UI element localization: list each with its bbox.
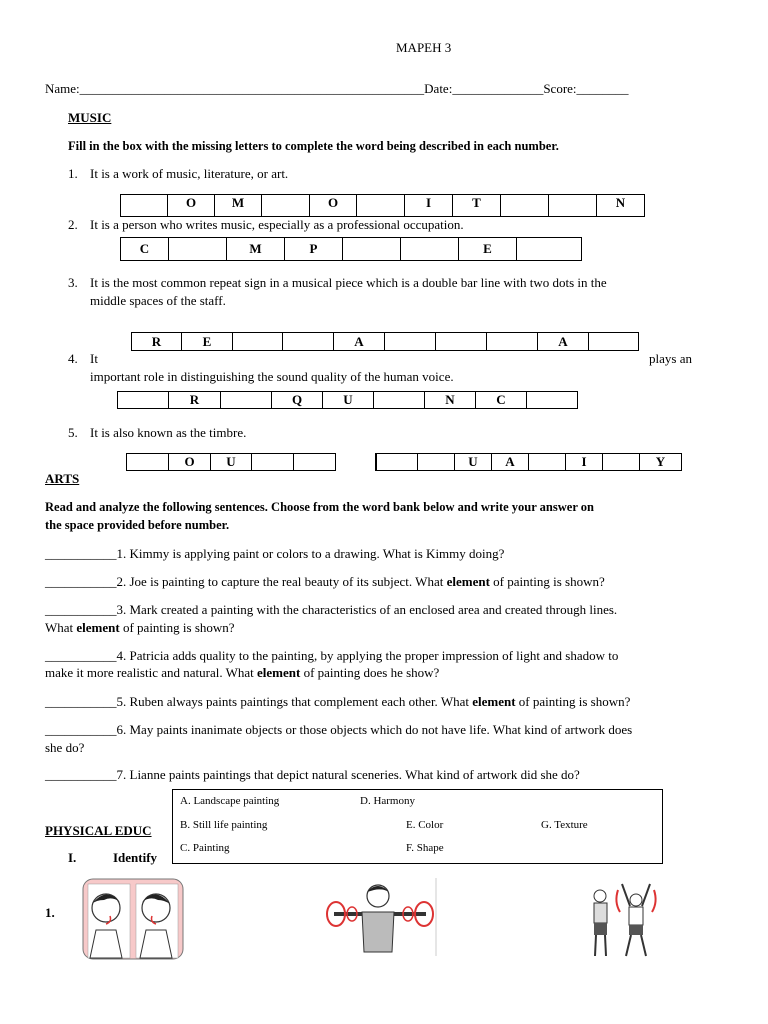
question-text: 4. Patricia adds quality to the painting, by applying the proper impression of light and shadow to (116, 648, 619, 663)
word-bank-option-c: C. Painting (180, 842, 230, 854)
question-keyword: element (76, 620, 120, 635)
question-text: 2. Joe is painting to capture the real beauty of its subject. What (116, 574, 447, 589)
letter-box[interactable]: I (566, 453, 603, 471)
arts-question-6 (45, 722, 632, 738)
letter-boxes-5a (126, 453, 336, 471)
letter-box[interactable]: M (215, 194, 262, 217)
pe-item-1-number: 1. (45, 905, 55, 920)
music-item-5-text: It is also known as the timbre. (90, 425, 247, 440)
letter-box[interactable]: A (492, 453, 529, 471)
music-item-1-number: 1. (68, 166, 78, 181)
question-text: of painting is shown? (119, 620, 235, 635)
music-item-1-text: It is a work of music, literature, or art. (90, 166, 289, 181)
word-bank-option-b: B. Still life painting (180, 819, 268, 831)
letter-box[interactable] (603, 453, 640, 471)
letter-box[interactable]: N (425, 391, 476, 409)
question-text: 1. Kimmy is applying paint or colors to a drawing. What is Kimmy doing? (116, 546, 505, 561)
answer-blank[interactable]: ___________ (45, 767, 117, 782)
music-heading: MUSIC (68, 110, 112, 125)
arts-question-7 (45, 767, 580, 783)
question-text: 6. May paints inanimate objects or those objects which do not have life. What kind of artwork does (116, 722, 633, 737)
question-keyword: element (472, 694, 516, 709)
question-text: make it more realistic and natural. What (45, 665, 258, 680)
answer-blank[interactable]: ___________ (45, 602, 117, 617)
letter-box[interactable] (501, 194, 549, 217)
letter-box[interactable] (527, 391, 578, 409)
word-bank-option-f: F. Shape (406, 842, 444, 854)
letter-box[interactable] (262, 194, 310, 217)
letter-box[interactable]: U (323, 391, 374, 409)
arts-question-4-cont (45, 665, 439, 681)
music-item-3-text-cont: middle spaces of the staff. (90, 293, 226, 308)
letter-boxes-3 (131, 332, 639, 351)
letter-box[interactable]: C (120, 237, 169, 261)
letter-box[interactable]: C (476, 391, 527, 409)
music-item-2-text: It is a person who writes music, especially as a professional occupation. (90, 217, 464, 232)
letter-box[interactable]: Q (272, 391, 323, 409)
pe-instruction: Identify (113, 850, 158, 865)
word-bank (172, 789, 663, 864)
letter-box[interactable]: U (211, 453, 252, 471)
letter-box[interactable]: N (597, 194, 645, 217)
letter-box[interactable] (385, 332, 436, 351)
music-item-4-text-end: plays an (649, 351, 692, 366)
word-bank-option-d: D. Harmony (360, 795, 415, 807)
music-item-3-text: It is the most common repeat sign in a musical piece which is a double bar line with two dots in the (90, 275, 607, 290)
music-item-5-number: 5. (68, 425, 78, 440)
music-item-3-number: 3. (68, 275, 78, 290)
header-fields (45, 81, 629, 97)
letter-boxes-4 (117, 391, 578, 409)
head-tilt-exercise-image (82, 878, 184, 960)
letter-box[interactable] (487, 332, 538, 351)
music-item-4-number: 4. (68, 351, 78, 366)
pe-heading: PHYSICAL EDUC (45, 823, 152, 838)
letter-boxes-5b (375, 453, 682, 471)
question-text: 5. Ruben always paints paintings that complement each other. What (116, 694, 473, 709)
date-label: Date: (424, 81, 453, 96)
letter-boxes-2 (120, 237, 582, 261)
answer-blank[interactable]: ___________ (45, 694, 117, 709)
letter-box[interactable] (374, 391, 425, 409)
question-keyword: element (257, 665, 301, 680)
letter-box[interactable] (169, 237, 227, 261)
letter-box[interactable] (517, 237, 582, 261)
arts-question-6-cont: she do? (45, 740, 85, 755)
date-line: ______________ (452, 81, 544, 96)
letter-box[interactable]: P (285, 237, 343, 261)
arts-heading: ARTS (45, 471, 80, 486)
letter-box[interactable]: M (227, 237, 285, 261)
word-bank-option-e: E. Color (406, 819, 444, 831)
question-text: of painting does he show? (300, 665, 440, 680)
letter-boxes-1 (120, 194, 645, 217)
letter-box[interactable] (529, 453, 566, 471)
letter-box[interactable]: A (538, 332, 589, 351)
letter-box[interactable] (418, 453, 455, 471)
name-label: Name: (45, 81, 80, 96)
letter-box[interactable]: T (453, 194, 501, 217)
letter-box[interactable]: O (169, 453, 211, 471)
letter-box[interactable] (126, 453, 169, 471)
question-text: 7. Lianne paints paintings that depict natural sceneries. What kind of artwork did she do? (116, 767, 580, 782)
question-text: of painting is shown? (515, 694, 631, 709)
name-line: _____________________________________________________ (79, 81, 425, 96)
letter-box[interactable]: A (334, 332, 385, 351)
page-title: MAPEH 3 (396, 40, 452, 55)
letter-box[interactable] (233, 332, 283, 351)
score-line: ________ (576, 81, 629, 96)
music-item-4-text-cont: important role in distinguishing the sound quality of the human voice. (90, 369, 454, 384)
question-text: of painting is shown? (489, 574, 605, 589)
letter-box[interactable]: R (131, 332, 182, 351)
letter-box[interactable]: E (459, 237, 517, 261)
arts-question-1 (45, 546, 504, 562)
arts-question-5 (45, 694, 630, 710)
letter-box[interactable] (436, 332, 487, 351)
question-text: 3. Mark created a painting with the characteristics of an enclosed area and created through lines. (116, 602, 618, 617)
question-keyword: element (446, 574, 490, 589)
letter-box[interactable]: Y (640, 453, 682, 471)
letter-box[interactable] (589, 332, 639, 351)
letter-box[interactable] (375, 453, 418, 471)
letter-box[interactable] (343, 237, 401, 261)
letter-box[interactable] (357, 194, 405, 217)
question-text: What (45, 620, 77, 635)
letter-box[interactable] (401, 237, 459, 261)
music-item-2-number: 2. (68, 217, 78, 232)
letter-box[interactable]: I (405, 194, 453, 217)
stretching-exercise-image (584, 880, 664, 960)
arts-instruction-2: the space provided before number. (45, 518, 230, 532)
pe-part-number: I. (68, 850, 77, 865)
arts-question-4 (45, 648, 618, 664)
letter-box[interactable]: O (168, 194, 215, 217)
answer-blank[interactable]: ___________ (45, 648, 117, 663)
letter-box[interactable] (294, 453, 336, 471)
word-bank-option-a: A. Landscape painting (180, 795, 280, 807)
arts-instruction-1: Read and analyze the following sentences. Choose from the word bank below and write your answer on (45, 500, 594, 514)
arts-question-3 (45, 602, 617, 618)
letter-box[interactable]: E (182, 332, 233, 351)
arts-question-2 (45, 574, 605, 590)
answer-blank[interactable]: ___________ (45, 722, 117, 737)
arts-question-3-cont (45, 620, 235, 636)
word-bank-option-g: G. Texture (541, 819, 588, 831)
letter-box[interactable] (120, 194, 168, 217)
answer-blank[interactable]: ___________ (45, 574, 117, 589)
score-label: Score: (543, 81, 577, 96)
letter-box[interactable] (117, 391, 169, 409)
letter-box[interactable]: O (310, 194, 357, 217)
music-instruction: Fill in the box with the missing letters to complete the word being described in each number. (68, 139, 559, 153)
letter-box[interactable] (283, 332, 334, 351)
letter-box[interactable] (549, 194, 597, 217)
letter-box[interactable] (221, 391, 272, 409)
letter-box[interactable]: U (455, 453, 492, 471)
answer-blank[interactable]: ___________ (45, 546, 117, 561)
arm-circles-exercise-image (322, 878, 440, 956)
music-item-4-text: It (90, 351, 98, 366)
letter-box[interactable] (252, 453, 294, 471)
letter-box[interactable]: R (169, 391, 221, 409)
